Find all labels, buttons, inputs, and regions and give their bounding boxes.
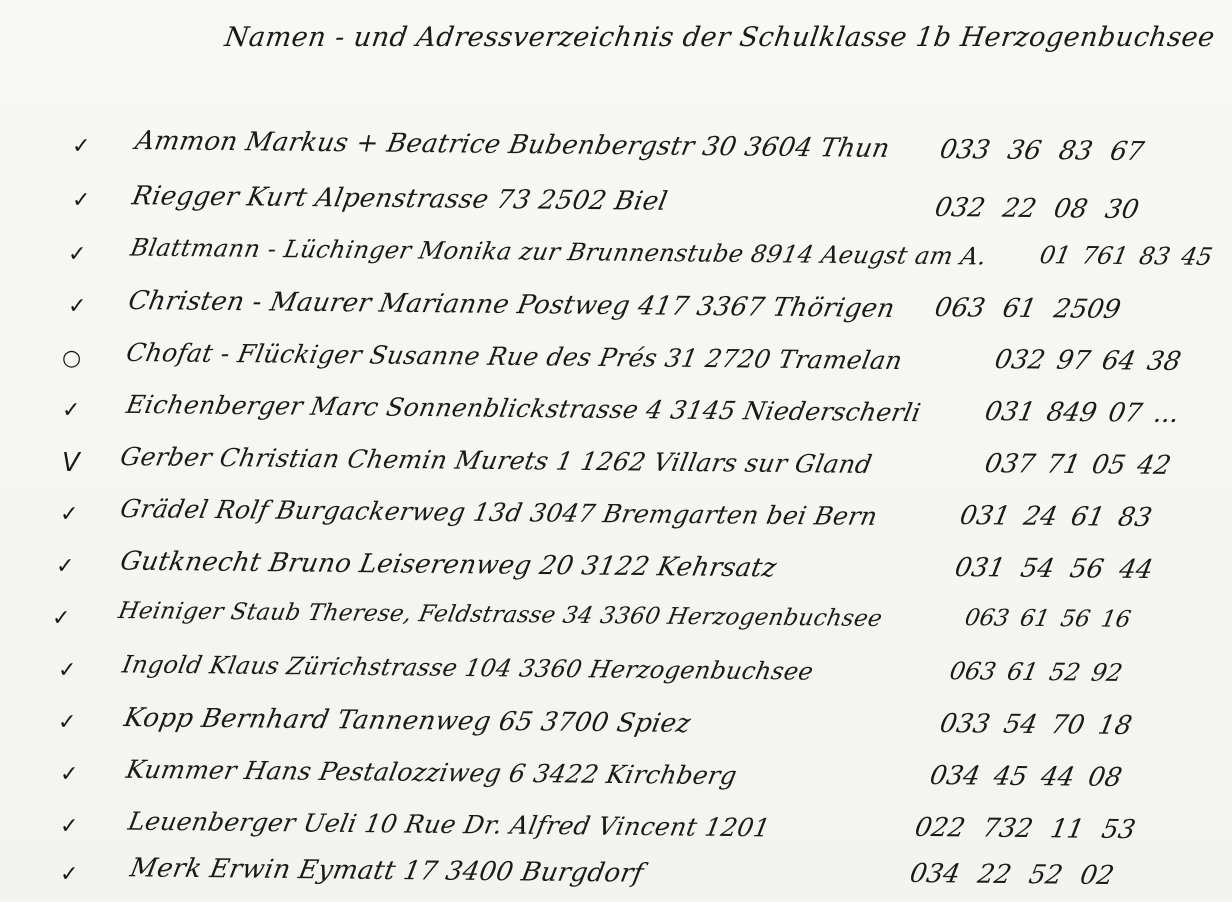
entry-text: Eichenberger Marc Sonnenblickstrasse 4 3145 Niederscherli [124,389,924,428]
check-mark: ✓ [60,862,79,887]
list-item [0,752,1232,802]
circle-mark: ○ [62,346,82,371]
list-item [0,544,1232,594]
check-mark: V [62,448,80,478]
entry-text: Gutknecht Bruno Leiserenweg 20 3122 Kehrsatz [117,546,780,584]
check-mark: ✓ [52,606,71,631]
entry-text: Heiniger Staub Therese, Feldstrasse 34 3360 Herzogenbuchsee [116,597,885,633]
list-item [0,232,1232,282]
entry-text: Riegger Kurt Alpenstrasse 73 2502 Biel [129,181,670,217]
entry-phone: 037 71 05 42 [982,449,1174,481]
list-item [0,440,1232,490]
entry-phone: 063 61 2509 [932,293,1124,325]
entry-phone: 022 732 11 53 [912,812,1138,846]
check-mark: ✓ [72,188,91,213]
list-item [0,700,1232,750]
list-item [0,124,1232,174]
entry-text: Ingold Klaus Zürichstrasse 104 3360 Herzogenbuchsee [120,650,816,686]
check-mark: ✓ [68,294,87,319]
check-mark: ✓ [60,814,79,839]
entry-phone: 033 36 83 67 [937,134,1147,168]
list-item [0,596,1232,646]
entry-text: Chofat - Flückiger Susanne Rue des Prés 31 2720 Tramelan [124,337,905,376]
entry-text: Ammon Markus + Beatrice Bubenbergstr 30 3604 Thun [132,126,893,164]
check-mark: ✓ [56,554,75,579]
list-item [0,648,1232,698]
list-item [0,852,1232,902]
check-mark: ✓ [60,762,79,787]
entry-text: Gerber Christian Chemin Murets 1 1262 Villars sur Gland [118,442,875,479]
entry-phone: 032 97 64 38 [992,345,1184,377]
entry-phone: 063 61 56 16 [962,605,1133,633]
list-item [0,804,1232,854]
entry-text: Christen - Maurer Marianne Postweg 417 3367 Thörigen [125,285,898,325]
entry-text: Merk Erwin Eymatt 17 3400 Burgdorf [127,853,647,889]
entry-phone: 031 54 56 44 [952,552,1156,586]
check-mark: ✓ [62,398,81,423]
entry-phone: 031 24 61 83 [957,500,1155,534]
entry-text: Blattmann - Lüchinger Monika zur Brunnenstube 8914 Aeugst am A. [128,233,989,271]
entry-phone: 032 22 08 30 [932,192,1142,226]
entry-text: Leuenberger Ueli 10 Rue Dr. Alfred Vincent 1201 [125,806,773,843]
check-mark: ✓ [68,242,87,267]
entry-phone: 033 54 70 18 [937,708,1135,742]
entry-phone: 034 22 52 02 [907,858,1117,892]
page-title: Namen - und Adressverzeichnis der Schulklasse 1b Herzogenbuchsee [222,22,1217,53]
entry-phone: 034 45 44 08 [927,760,1125,794]
list-item [0,388,1232,438]
entry-text: Kummer Hans Pestalozziweg 6 3422 Kirchberg [123,754,740,791]
entry-text: Grädel Rolf Burgackerweg 13d 3047 Bremgarten bei Bern [118,494,880,531]
list-item [0,284,1232,334]
check-mark: ✓ [60,502,79,527]
check-mark: ✓ [72,134,91,159]
entry-text: Kopp Bernhard Tannenweg 65 3700 Spiez [121,703,694,739]
list-item [0,492,1232,542]
check-mark: ✓ [58,658,77,683]
entry-phone: 01 761 83 45 [1037,241,1215,271]
entry-phone: 031 849 07 ... [982,396,1182,430]
list-item [0,336,1232,386]
entry-phone: 063 61 52 92 [947,657,1125,687]
check-mark: ✓ [58,710,77,735]
list-item [0,178,1232,228]
